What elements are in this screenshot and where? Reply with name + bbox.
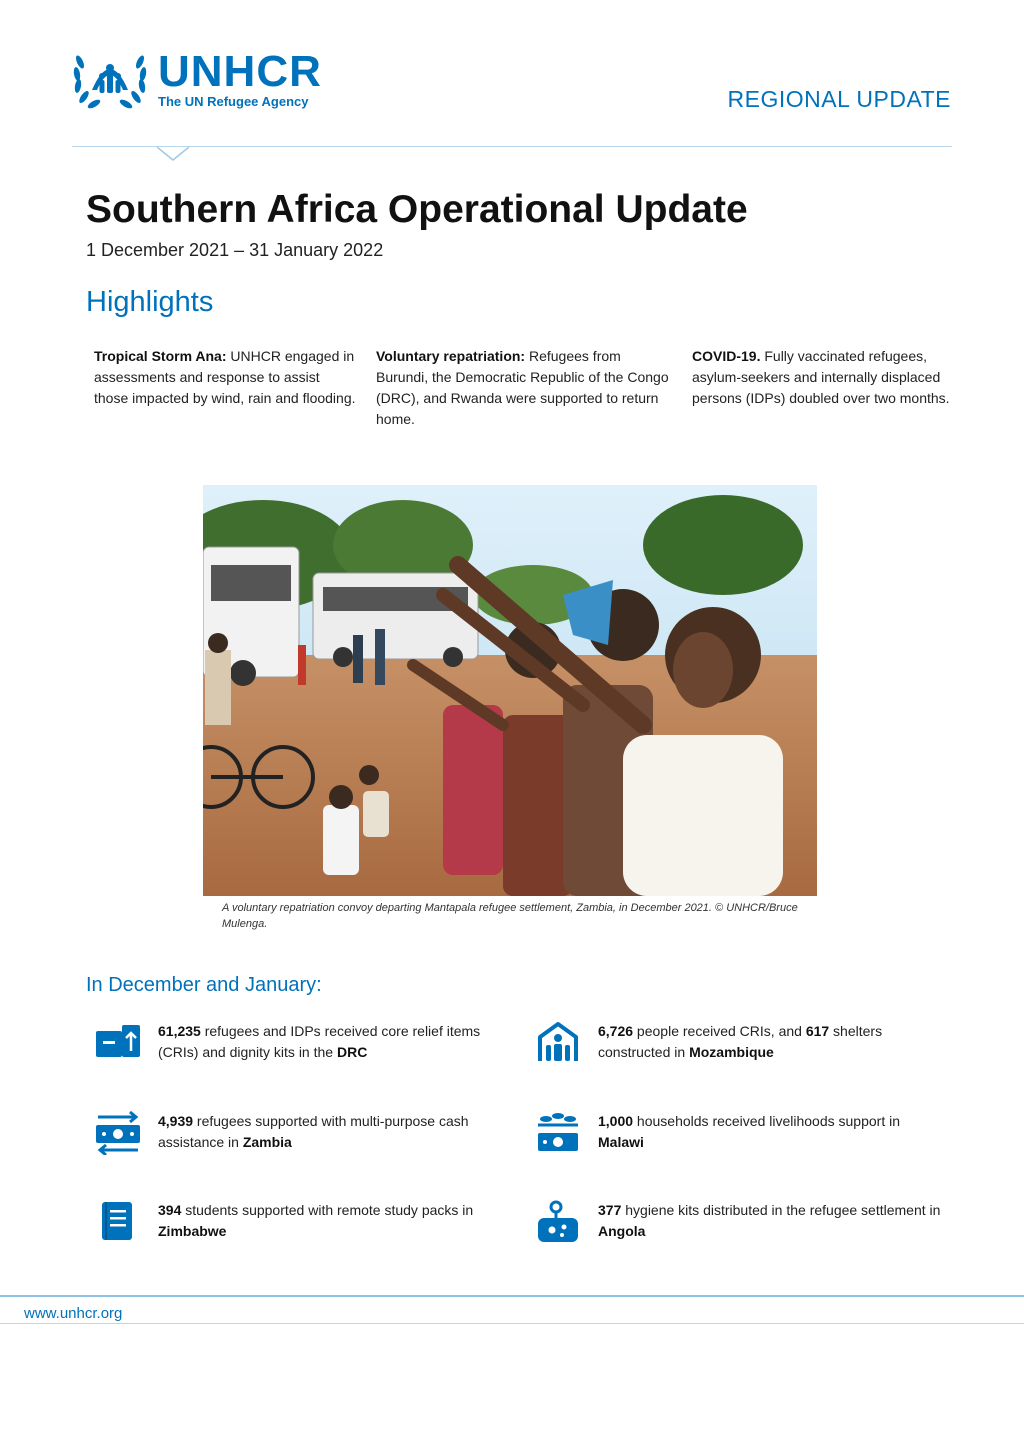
stat-desc: shelters constructed in [598,1023,883,1060]
stat-desc: refugees supported with multi-purpose cash assistance in [158,1113,469,1150]
stat-number: 61,235 [158,1023,201,1039]
stat-number: 1,000 [598,1113,634,1129]
stat-place: DRC [336,1044,368,1060]
core-relief-items-icon [94,1021,142,1061]
stat-item [94,1111,474,1155]
stat-desc: refugees and IDPs received core relief items (CRIs) and dignity kits in the [158,1023,481,1060]
stat-desc: students supported with remote study packs in [181,1202,474,1218]
stat-place: Zimbabwe [158,1223,227,1239]
stat-text [158,1021,508,1063]
highlight-lead: Voluntary repatriation: [376,348,526,364]
highlight-item [94,346,356,409]
stat-item [94,1021,481,1065]
stat-item [534,1111,914,1155]
highlight-text: UNHCR engaged in assessments and response to assist those impacted by wind, rain and flooding. [94,348,356,406]
highlight-text: Refugees from Burundi, the Democratic Republic of the Congo (DRC), and Rwanda were supported to return home. [376,348,669,427]
highlights-heading: Highlights [86,286,214,318]
stat-desc: people received CRIs, and [633,1023,806,1039]
logo-wordmark: UNHCR [158,47,322,96]
stat-desc: hygiene kits distributed in the refugee settlement in [621,1202,941,1218]
stat-number: 394 [158,1202,182,1218]
stat-number: 617 [805,1023,830,1039]
highlight-lead: COVID-19. [692,348,761,364]
stat-place: Malawi [598,1134,644,1150]
stat-text [158,1111,508,1153]
stat-text [598,1200,948,1242]
document-type: REGIONAL UPDATE [727,86,951,112]
highlight-item [376,346,672,430]
footer-divider-bottom [0,1323,1024,1324]
stat-item [94,1200,474,1244]
stat-desc: households received livelihoods support in [633,1113,900,1129]
stat-text [158,1200,508,1242]
highlight-item [692,346,956,409]
shelter-icon [534,1021,582,1063]
repatriation-photo [203,485,817,896]
stat-number: 377 [598,1202,622,1218]
hygiene-kit-icon [534,1200,582,1244]
footer-divider-top [0,1295,1024,1297]
date-range: 1 December 2021 – 31 January 2022 [86,240,384,260]
cash-assistance-icon [94,1111,142,1155]
photo-caption: A voluntary repatriation convoy departing Mantapala refugee settlement, Zambia, in December 2021. © UNHCR/Bruce Mulenga. [222,902,798,930]
stat-text [598,1021,948,1063]
chevron-down-icon [157,147,189,161]
education-icon [94,1200,142,1242]
footer-link[interactable]: www.unhcr.org [24,1305,123,1322]
logo-tagline: The UN Refugee Agency [158,94,309,109]
stat-number: 6,726 [598,1023,634,1039]
stat-item [534,1200,941,1244]
stat-place: Angola [598,1223,646,1239]
stat-item [534,1021,914,1065]
page-title: Southern Africa Operational Update [86,188,748,231]
stats-heading: In December and January: [86,974,322,996]
stat-text [598,1111,948,1153]
highlight-text: Fully vaccinated refugees, asylum-seekers and internally displaced persons (IDPs) doubled over two months. [692,348,950,406]
laurel-family-icon [70,46,150,112]
stat-number: 4,939 [158,1113,194,1129]
livelihoods-icon [534,1111,582,1155]
stat-place: Mozambique [689,1044,774,1060]
header-divider [72,146,952,147]
highlight-lead: Tropical Storm Ana: [94,348,227,364]
stat-place: Zambia [242,1134,292,1150]
unhcr-logo [70,46,350,116]
